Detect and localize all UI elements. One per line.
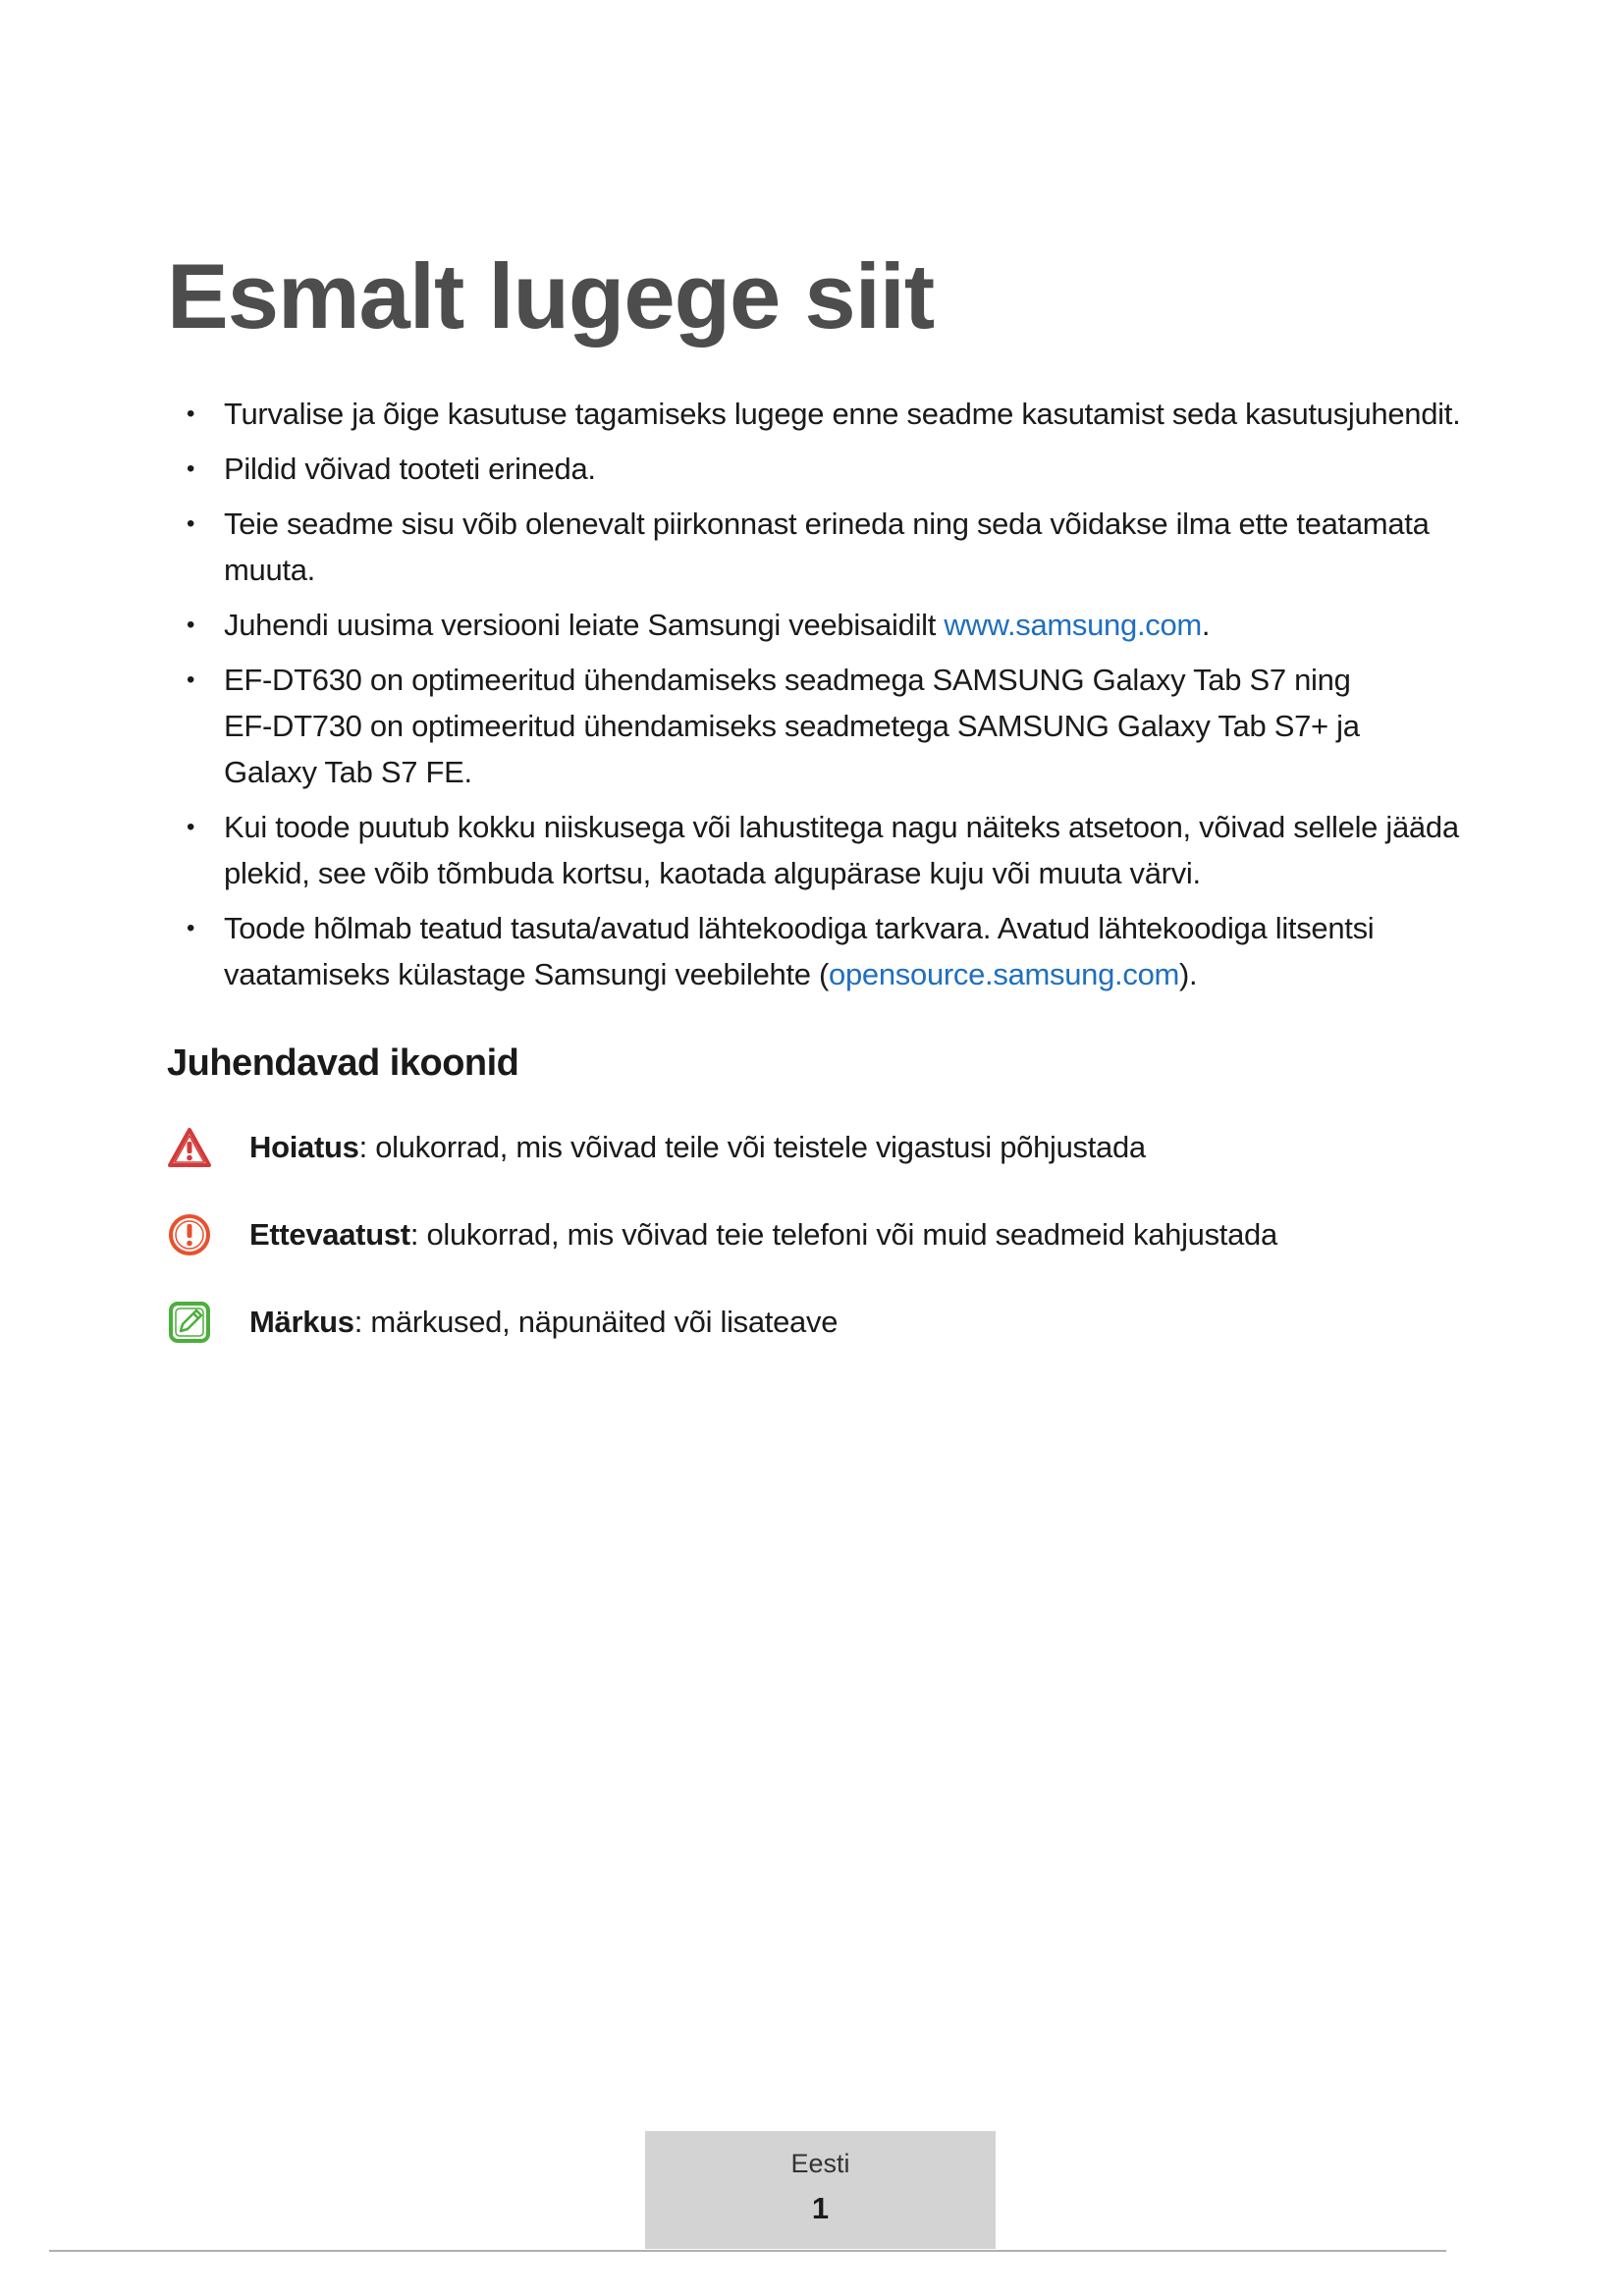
footer-language: Eesti [790,2149,850,2178]
samsung-website-link[interactable]: www.samsung.com [944,608,1202,642]
icon-legend-description: : olukorrad, mis võivad teile või teistele vigastusi põhjustada [358,1130,1146,1164]
icon-legend-text [249,1130,1146,1165]
list-item [187,804,1502,896]
list-item [187,501,1502,593]
icon-legend-note [167,1298,838,1347]
page-footer [645,2131,996,2249]
bullet-dot: • [187,814,195,840]
icon-legend-label: Märkus [249,1305,354,1339]
bullet-text: Juhendi uusima versiooni leiate Samsungi veebisaidilt [224,608,945,642]
page-title: Esmalt lugege siit [167,244,935,347]
bullet-text: Toode hõlmab teatud tasuta/avatud lähtekoodiga tarkvara. Avatud lähtekoodiga litsentsi vaatamiseks külastage Samsungi veebilehte ( [224,911,1375,991]
bullet-dot: • [187,667,195,693]
bullet-dot: • [187,400,195,427]
bullet-text: Pildid võivad tooteti erineda. [224,452,596,486]
icon-legend-label: Ettevaatust [249,1217,410,1252]
bullet-dot: • [187,612,195,638]
icon-legend-text [249,1217,1277,1253]
bullet-text-line: EF-DT730 on optimeeritud ühendamiseks seadmetega SAMSUNG Galaxy Tab S7+ ja [224,709,1360,743]
list-item [187,602,1502,648]
list-item [187,657,1502,795]
bullet-text: Turvalise ja õige kasutuse tagamiseks lugege enne seadme kasutamist seda kasutusjuhendit. [224,397,1461,431]
page-number: 1 [811,2191,830,2225]
icon-legend-description: : olukorrad, mis võivad teie telefoni või muid seadmeid kahjustada [409,1217,1277,1252]
footer-divider [49,2250,1446,2252]
list-item [187,905,1502,997]
warning-triangle-icon [167,1125,212,1170]
list-item [187,446,1502,492]
bullet-dot: • [187,510,195,537]
icon-legend-description: : märkused, näpunäited või lisateave [353,1305,839,1339]
bullet-text-line: EF-DT630 on optimeeritud ühendamiseks seadmega SAMSUNG Galaxy Tab S7 ning [224,663,1351,697]
bullet-dot: • [187,455,195,482]
opensource-website-link[interactable]: opensource.samsung.com [829,957,1180,991]
icon-legend-text [249,1305,838,1340]
section-title: Juhendavad ikoonid [167,1042,519,1084]
intro-bullet-list [187,391,1502,1006]
note-pencil-icon [167,1300,212,1345]
bullet-text: . [1201,608,1211,642]
icon-legend-caution [167,1210,1277,1259]
icon-legend-label: Hoiatus [249,1130,359,1164]
bullet-text-line: Galaxy Tab S7 FE. [224,755,472,789]
bullet-text: Teie seadme sisu võib olenevalt piirkonnast erineda ning seda võidakse ilma ette teatamata muuta. [224,507,1430,587]
icon-legend-warning [167,1123,1146,1172]
list-item [187,391,1502,437]
caution-circle-icon [167,1212,212,1257]
bullet-text: Kui toode puutub kokku niiskusega või lahustitega nagu näiteks atsetoon, võivad sellele jääda plekid, see võib tõmbuda kortsu, kaotada algupärase kuju või muuta värvi. [224,810,1459,890]
bullet-text: ). [1179,957,1198,991]
bullet-dot: • [187,915,195,941]
